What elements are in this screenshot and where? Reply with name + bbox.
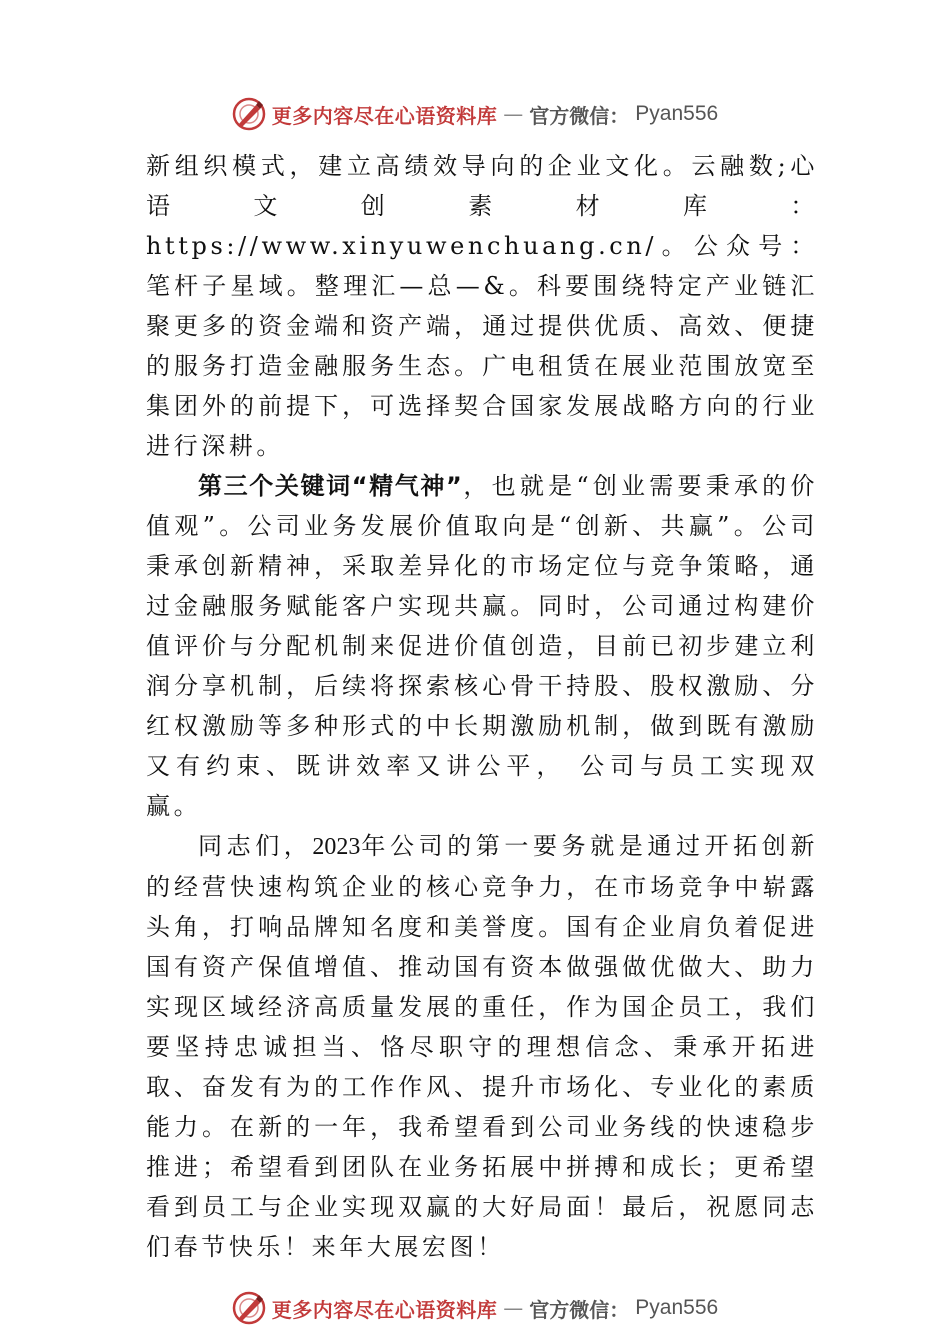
header-banner	[0, 94, 950, 134]
paragraph-3-year: 2023	[312, 834, 361, 860]
paragraph-3	[146, 826, 818, 1267]
footer-banner-dash: —	[503, 1296, 524, 1320]
footer-wechat-id: Pyan556	[635, 1296, 719, 1319]
paragraph-3-lead: 同志们，	[198, 832, 313, 860]
pen-logo-icon	[232, 1291, 266, 1325]
document-body	[146, 146, 818, 1267]
footer-banner	[0, 1288, 950, 1328]
paragraph-2-text: ，也就是“创业需要秉承的价值观”。公司业务发展价值取向是“创新、共赢”。公司秉承创新精神，采取差异化的市场定位与竞争策略，通过金融服务赋能客户实现共赢。同时，公司通过构建价值评价与分配机制来促进价值创造，目前已初步建立利润分享机制，后续将探索核心骨干持股、股权激励、分红权激励等多种形式的中长期激励机制，做到既有激励又有约束、既讲效率又讲公平， 公司与员工实现双赢。	[146, 472, 818, 820]
banner-wechat-id: Pyan556	[635, 102, 719, 125]
banner-title: 更多内容尽在心语资料库	[271, 103, 498, 128]
pen-logo-icon	[232, 97, 266, 131]
banner-dash: —	[503, 102, 524, 126]
footer-banner-title: 更多内容尽在心语资料库	[271, 1297, 498, 1322]
keyword-heading: 第三个关键词“精气神”	[198, 472, 463, 500]
paragraph-2	[146, 466, 818, 826]
paragraph-3-text: 年公司的第一要务就是通过开拓创新的经营快速构筑企业的核心竞争力，在市场竞争中崭露头角，打响品牌知名度和美誉度。国有企业肩负着促进国有资产保值增值、推动国有资本做强做优做大、助力实现区域经济高质量发展的重任，作为国企员工，我们要坚持忠诚担当、恪尽职守的理想信念、秉承开拓进取、奋发有为的工作作风、提升市场化、专业化的素质能力。在新的一年，我希望看到公司业务线的快速稳步推进；希望看到团队在业务拓展中拼搏和成长；更希望看到员工与企业实现双赢的大好局面！最后，祝愿同志们春节快乐！来年大展宏图！	[146, 832, 818, 1261]
banner-official-label: 官方微信：	[529, 103, 630, 128]
paragraph-1: 新组织模式，建立高绩效导向的企业文化。云融数;心语文创素材库：https://www.xinyuwenchuang.cn/。公众号：笔杆子星域。整理汇—总—&。科要围绕特定产业链汇聚更多的资金端和资产端，通过提供优质、高效、便捷的服务打造金融服务生态。广电租赁在展业范围放宽至集团外的前提下，可选择契合国家发展战略方向的行业进行深耕。	[146, 152, 818, 460]
footer-official-label: 官方微信：	[529, 1297, 630, 1322]
